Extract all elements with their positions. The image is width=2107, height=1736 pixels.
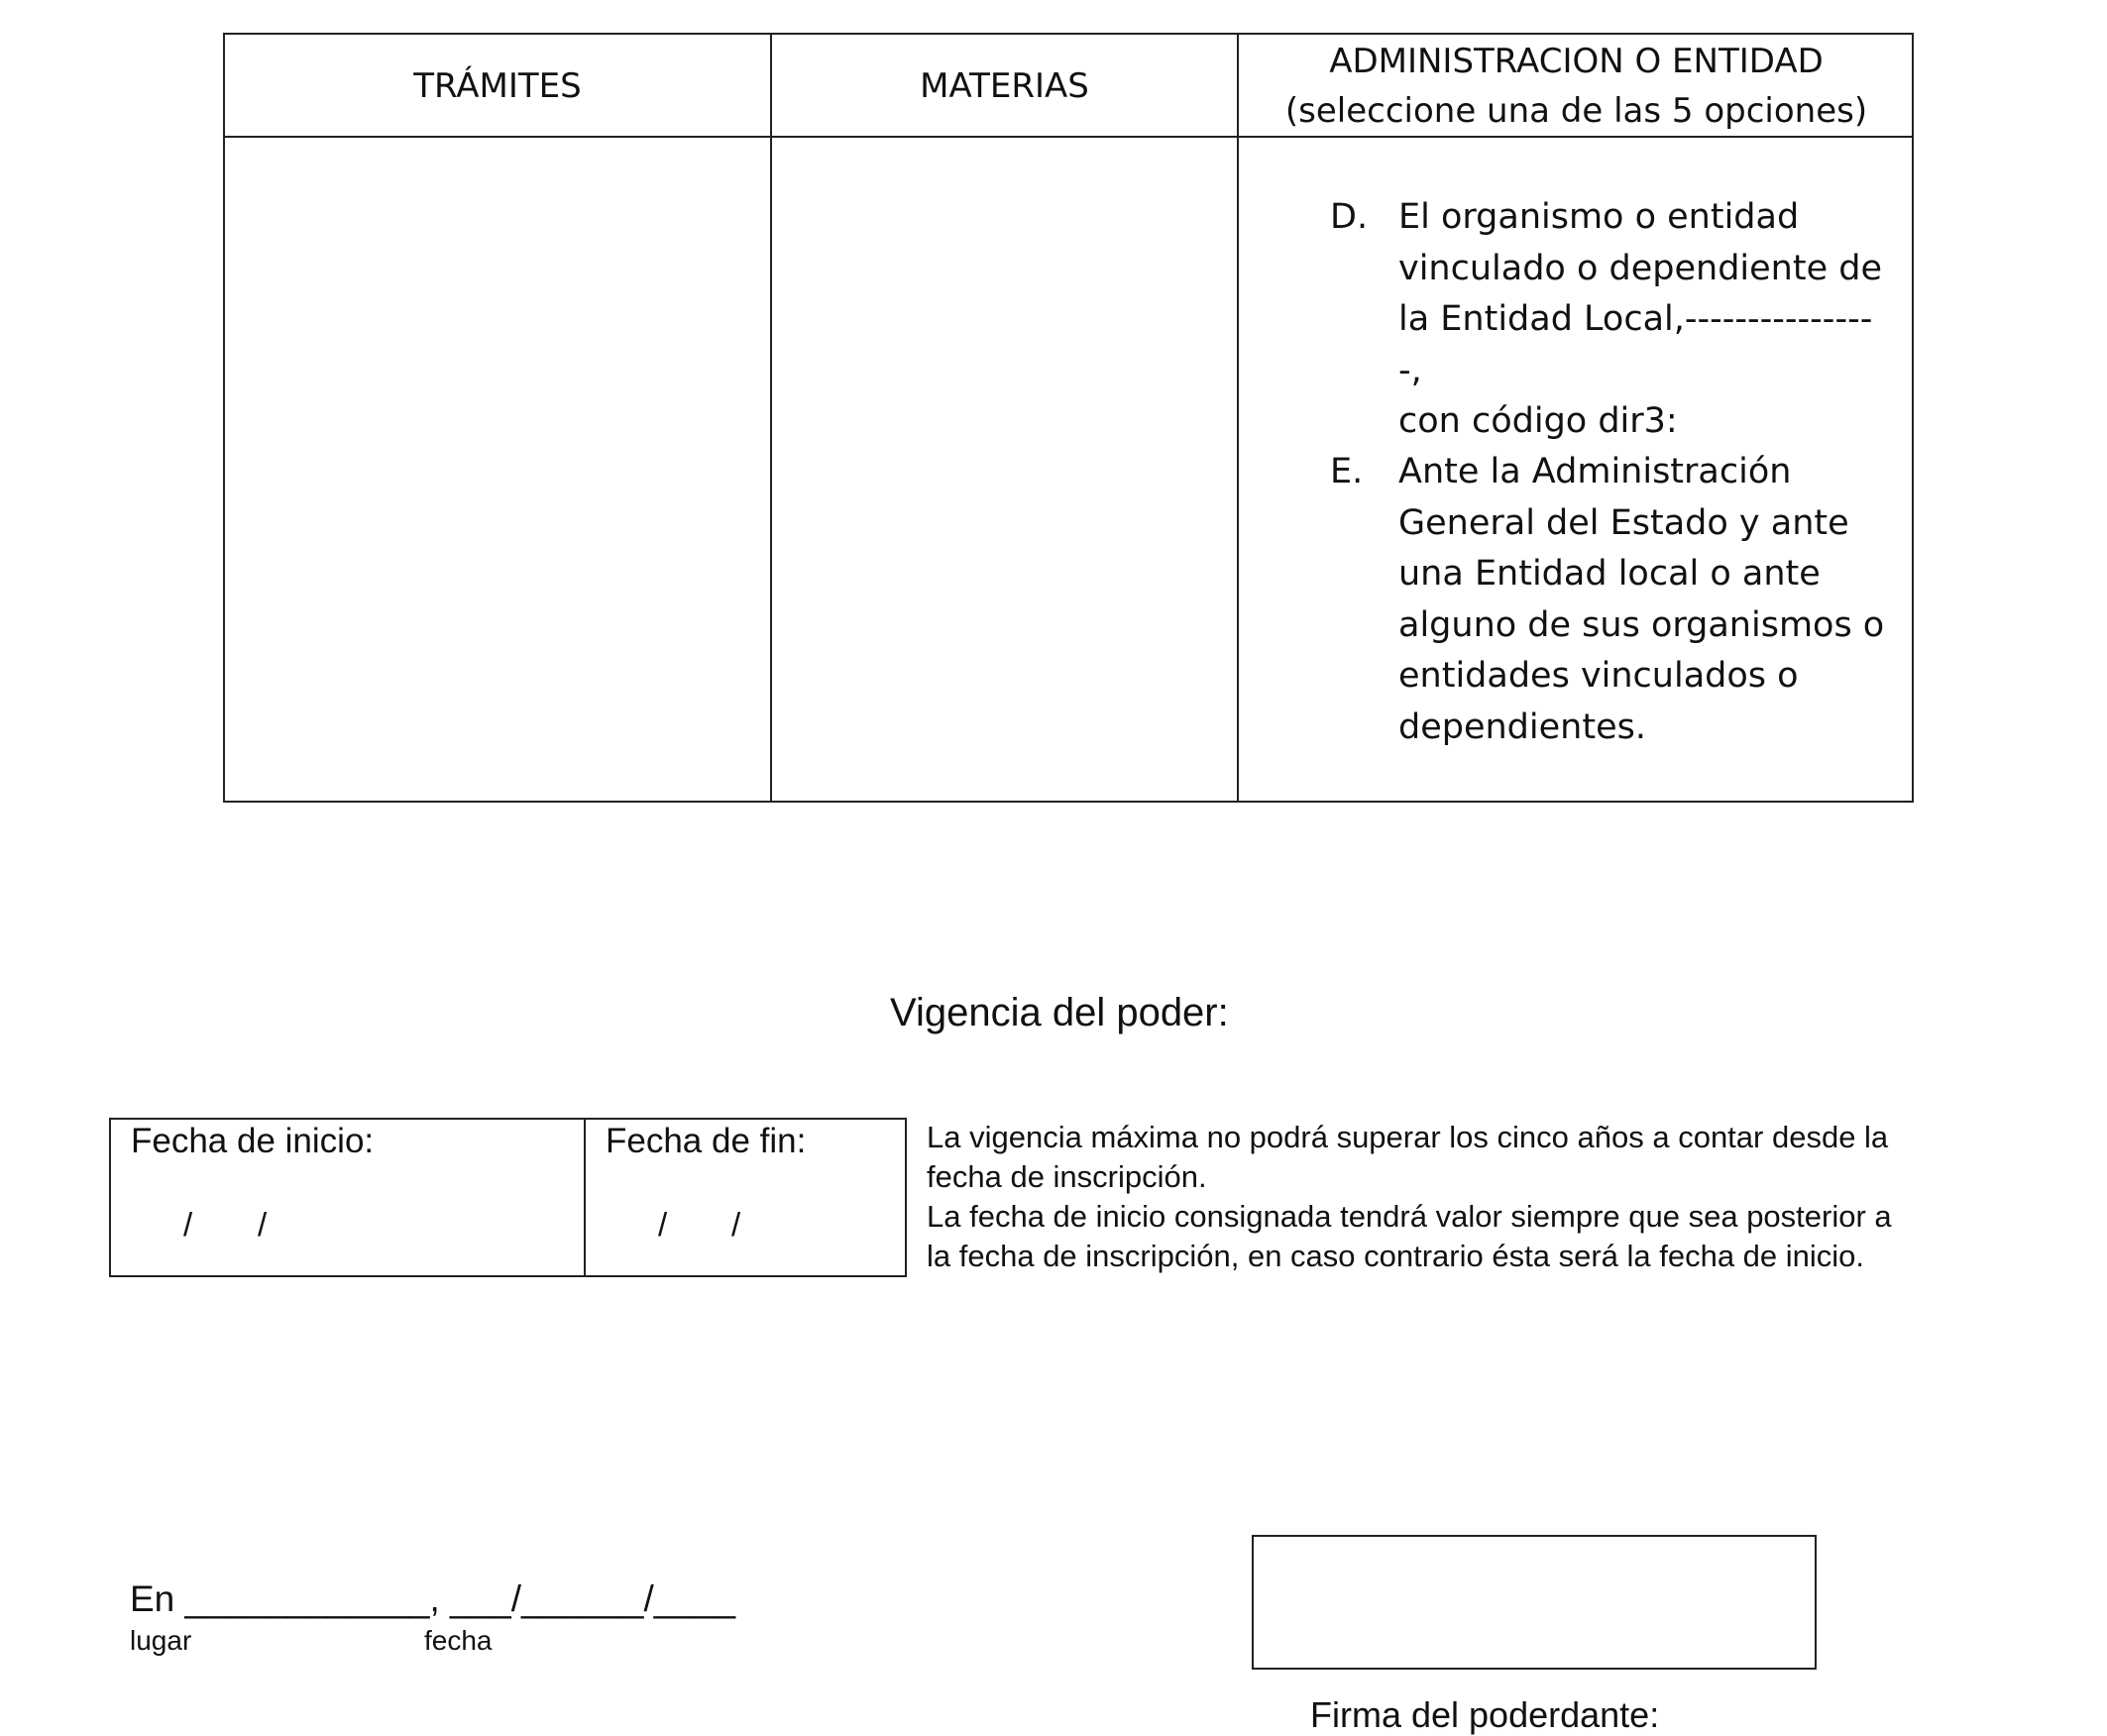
column-divider — [770, 35, 772, 801]
option-text-line: la Entidad Local,----------------, — [1398, 299, 1873, 390]
option-text-line: General del Estado y ante — [1398, 502, 1849, 543]
end-date-label: Fecha de fin: — [606, 1122, 807, 1160]
start-date-label: Fecha de inicio: — [131, 1122, 375, 1160]
note-line: fecha de inscripción. — [927, 1159, 1207, 1194]
option-letter: D. — [1330, 197, 1369, 237]
date-separator: / — [183, 1206, 193, 1243]
option-text-line: El organismo o entidad — [1398, 197, 1800, 237]
signature-box[interactable] — [1252, 1535, 1817, 1670]
note-line: la fecha de inscripción, en caso contrario ésta será la fecha de inicio. — [927, 1239, 1865, 1273]
date-separator: / — [731, 1206, 741, 1243]
place-label: lugar — [130, 1625, 192, 1656]
dates-divider — [584, 1120, 586, 1275]
date-label: fecha — [424, 1625, 493, 1656]
option-text-line: Ante la Administración — [1398, 452, 1792, 491]
option-text-line: dependientes. — [1398, 706, 1646, 747]
date-separator: / — [258, 1206, 268, 1243]
option-text-line: vinculado o dependiente de — [1398, 248, 1882, 288]
date-separator: / — [658, 1206, 668, 1243]
signer-label: Firma del poderdante: — [1310, 1694, 1660, 1735]
option-text-line: entidades vinculados o — [1398, 656, 1799, 696]
header-tramites: TRÁMITES — [413, 66, 582, 106]
option-letter: E. — [1330, 452, 1364, 491]
option-text-line: una Entidad local o ante — [1398, 554, 1821, 594]
vigencia-note — [927, 1118, 2027, 1276]
note-line: La fecha de inicio consignada tendrá valor siempre que sea posterior a — [927, 1199, 1892, 1234]
option-text-line: con código dir3: — [1398, 401, 1678, 441]
header-administracion: ADMINISTRACION O ENTIDAD (seleccione una de las 5 opciones) — [1284, 42, 1868, 131]
dates-box — [109, 1118, 907, 1277]
header-materias: MATERIAS — [920, 66, 1089, 106]
option-text-line: alguno de sus organismos o — [1398, 604, 1885, 645]
competencias-table — [223, 33, 1914, 803]
vigencia-title: Vigencia del poder: — [890, 991, 1229, 1034]
note-line: La vigencia máxima no podrá superar los cinco años a contar desde la — [927, 1120, 1889, 1154]
column-divider — [1237, 35, 1239, 801]
place-date-line: En ____________, ___/______/____ — [130, 1578, 736, 1619]
